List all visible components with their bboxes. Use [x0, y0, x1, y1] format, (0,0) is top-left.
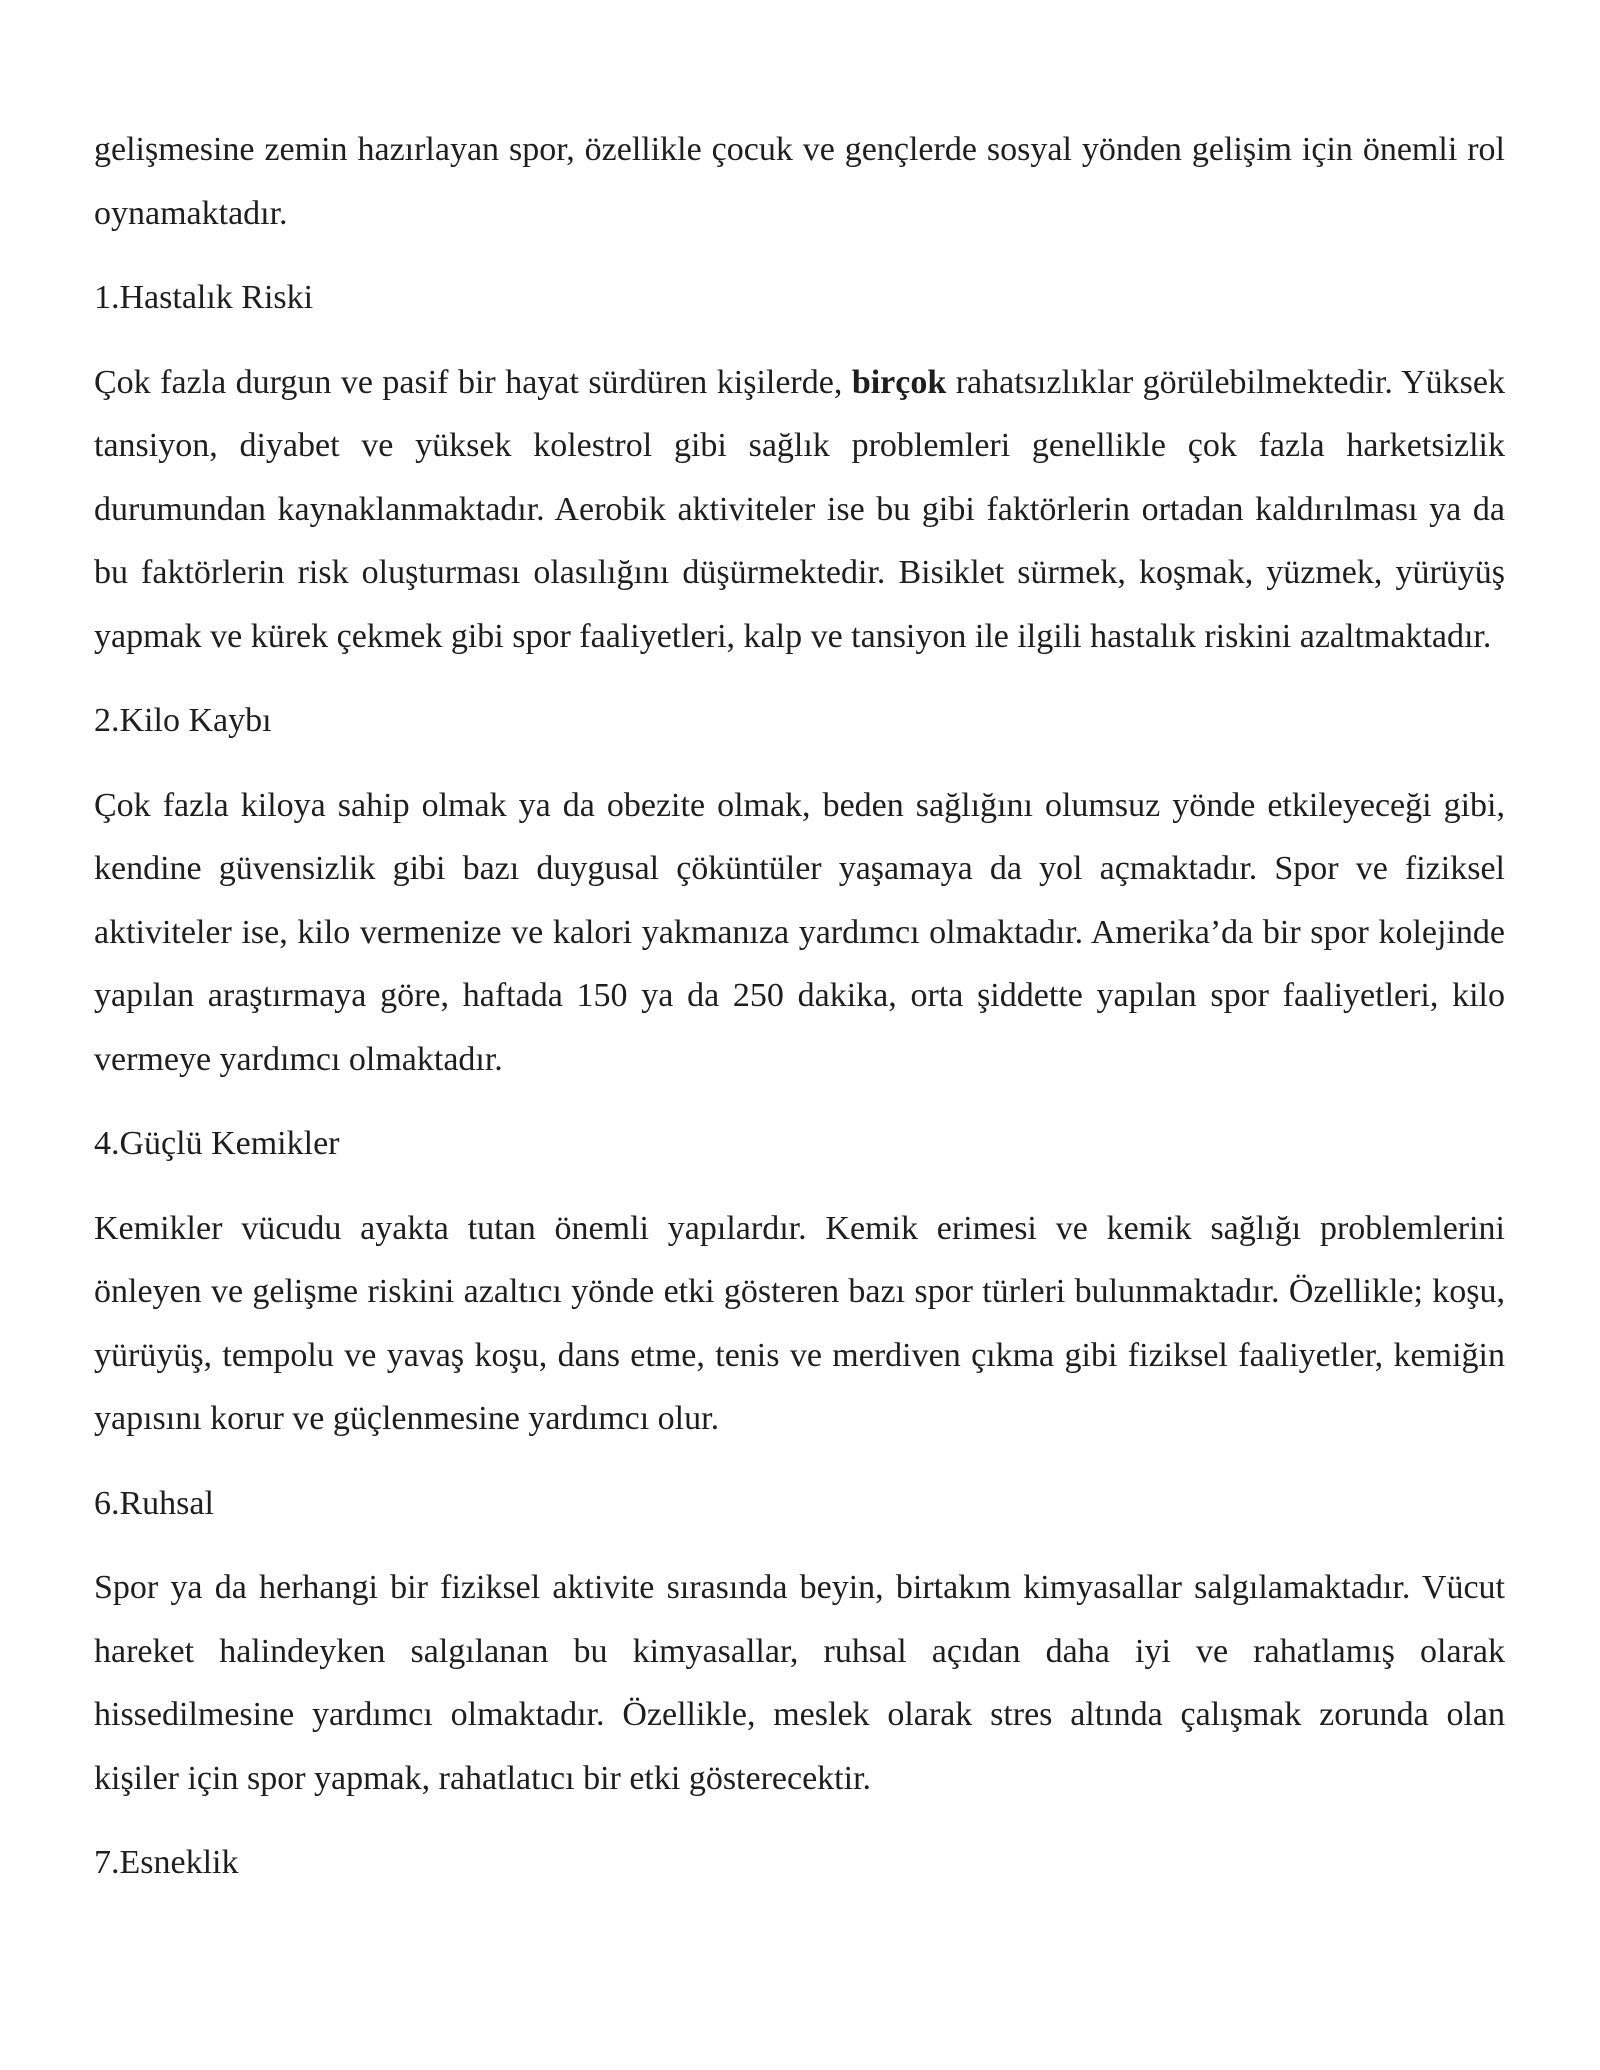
bold-word: birçok: [851, 363, 947, 401]
section-heading-kilo-kaybi: 2.Kilo Kaybı: [94, 702, 272, 739]
section-body-kilo-kaybi: Çok fazla kiloya sahip olmak ya da obezite olmak, beden sağlığını olumsuz yönde etkileyeceği gibi, kendine güvensizlik gibi bazı duygusal çöküntüler yaşamaya da yol açmaktadır. Spor ve fiziksel aktiviteler ise, kilo vermenize ve kalori yakmanıza yardımcı olmaktadır. Amerika’da bir spor kolejinde yapılan araştırmaya göre, haftada 150 ya da 250 dakika, orta şiddette yapılan spor faaliyetleri, kilo vermeye yardımcı olmaktadır.: [94, 786, 1505, 1078]
document-page: [94, 118, 1505, 1916]
section-heading-esneklik: 7.Esneklik: [94, 1844, 239, 1881]
section-body-guclu-kemikler: Kemikler vücudu ayakta tutan önemli yapılardır. Kemik erimesi ve kemik sağlığı problemlerini önleyen ve gelişme riskini azaltıcı yönde etki gösteren bazı spor türleri bulunmaktadır. Özellikle; koşu, yürüyüş, tempolu ve yavaş koşu, dans etme, tenis ve merdiven çıkma gibi fiziksel faaliyetler, kemiğin yapısını korur ve güçlenmesine yardımcı olur.: [94, 1209, 1505, 1437]
intro-paragraph: gelişmesine zemin hazırlayan spor, özellikle çocuk ve gençlerde sosyal yönden gelişim için önemli rol oynamaktadır.: [94, 131, 1505, 232]
body-text: rahatsızlıklar görülebilmektedir. Yüksek tansiyon, diyabet ve yüksek kolestrol gibi sağlık problemleri genellikle çok fazla harketsizlik durumundan kaynaklanmaktadır. Aerobik aktiviteler ise bu gibi faktörlerin ortadan kaldırılması ya da bu faktörlerin risk oluşturması olasılığını düşürmektedir. Bisiklet sürmek, koşmak, yüzmek, yürüyüş yapmak ve kürek çekmek gibi spor faaliyetleri, kalp ve tansiyon ile ilgili hastalık riskini azaltmaktadır.: [94, 363, 1505, 655]
section-body-ruhsal: Spor ya da herhangi bir fiziksel aktivite sırasında beyin, birtakım kimyasallar salgılamaktadır. Vücut hareket halindeyken salgılanan bu kimyasallar, ruhsal açıdan daha iyi ve rahatlamış olarak hissedilmesine yardımcı olmaktadır. Özellikle, meslek olarak stres altında çalışmak zorunda olan kişiler için spor yapmak, rahatlatıcı bir etki gösterecektir.: [94, 1569, 1505, 1797]
body-text: Çok fazla durgun ve pasif bir hayat sürdüren kişilerde,: [94, 363, 852, 401]
section-body-hastalik-riski: [94, 351, 1505, 669]
section-heading-ruhsal: 6.Ruhsal: [94, 1484, 214, 1522]
section-heading-guclu-kemikler: 4.Güçlü Kemikler: [94, 1125, 340, 1162]
section-heading-hastalik-riski: 1.Hastalık Riski: [94, 279, 314, 316]
